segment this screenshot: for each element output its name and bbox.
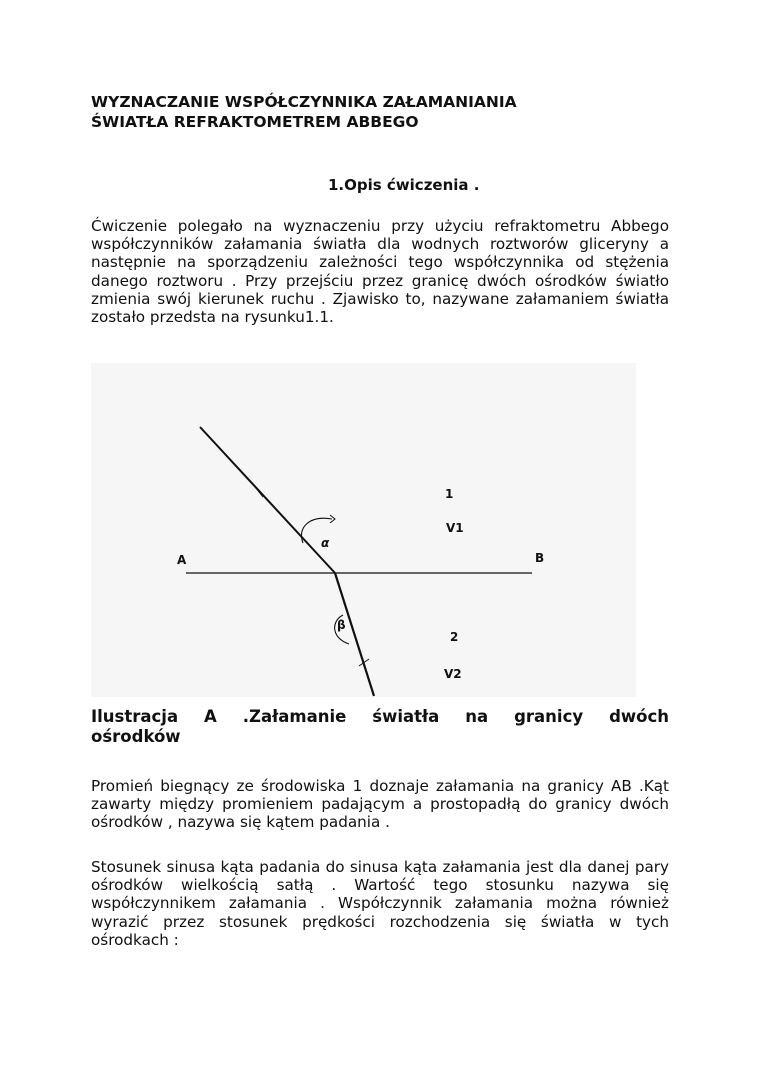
caption-line-2: ośrodków (91, 727, 181, 746)
incidence-angle-symbol: α (321, 536, 330, 550)
refraction-figure (91, 363, 636, 697)
paragraph-intro: Ćwiczenie polegało na wyznaczeniu przy użyciu refraktometru Abbego współczynników załamania światła dla wodnych roztworów gliceryny a następnie na sporządzeniu zależności tego współczynnika od stężenia danego roztworu . Przy przejściu przez granicę dwóch ośrodków światło zmienia swój kierunek ruchu . Zjawisko to, nazywane załamaniem światła zostało przedsta na rysunku1.1. (91, 217, 669, 327)
velocity-1-label: V1 (446, 521, 464, 535)
refraction-diagram (91, 363, 636, 697)
medium-2-label: 2 (450, 630, 459, 644)
label-a: A (177, 553, 187, 567)
title-line-2: ŚWIATŁA REFRAKTOMETREM ABBEGO (91, 113, 419, 131)
label-b: B (535, 551, 545, 565)
figure-caption (91, 707, 669, 747)
document-title (91, 92, 651, 132)
section-heading: 1.Opis ćwiczenia . (328, 176, 480, 194)
refraction-angle-symbol: β (337, 618, 346, 632)
incident-ray-tick (255, 487, 263, 497)
paragraph-incidence: Promień biegnący ze środowiska 1 doznaje załamania na granicy AB .Kąt zawarty między promieniem padającym a prostopadłą do granicy dwóch ośrodków , nazywa się kątem padania . (91, 777, 669, 832)
caption-line-1: Ilustracja A .Załamanie światła na granicy dwóch (91, 707, 669, 726)
medium-1-label: 1 (445, 487, 454, 501)
paragraph-refractive-index: Stosunek sinusa kąta padania do sinusa kąta załamania jest dla danej pary ośrodków wielkością satłą . Wartość tego stosunku nazywa się współczynnikem załamania . Współczynnik załamania można również wyrazić przez stosunek prędkości rozchodzenia się światła w tych ośrodkach : (91, 858, 669, 949)
refracted-ray (335, 573, 374, 696)
title-line-1: WYZNACZANIE WSPÓŁCZYNNIKA ZAŁAMANIANIA (91, 93, 517, 111)
velocity-2-label: V2 (444, 667, 462, 681)
incident-ray (200, 427, 335, 573)
